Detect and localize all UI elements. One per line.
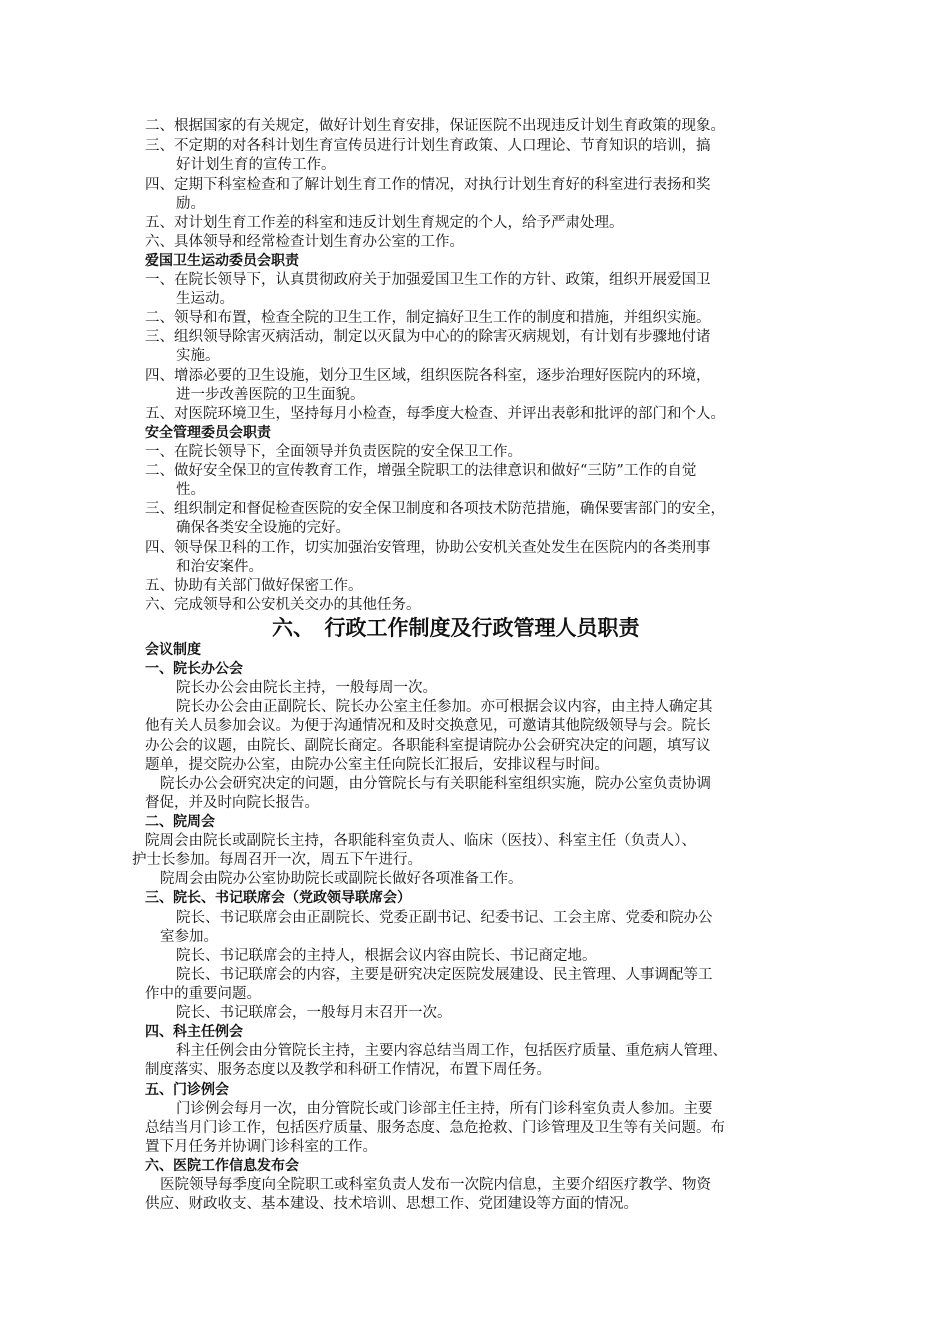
- section-heading: 爱国卫生运动委员会职责: [145, 253, 299, 269]
- text-line: 生运动。: [176, 291, 234, 307]
- text-line: 三、不定期的对各科计划生育宣传员进行计划生育政策、人口理论、节育知识的培训，搞: [145, 138, 711, 154]
- text-line: 院长、书记联席会由正副院长、党委正副书记、纪委书记、工会主席、党委和院办公: [176, 910, 713, 926]
- text-line: 他有关人员参加会议。为便于沟通情况和及时交换意见，可邀请其他院级领导与会。院长: [145, 718, 711, 734]
- text-line: 院长、书记联席会，一般每月末召开一次。: [176, 1005, 452, 1021]
- section-heading: 会议制度: [145, 642, 201, 658]
- subsection-heading: 五、门诊例会: [145, 1082, 229, 1098]
- text-line: 确保各类安全设施的完好。: [176, 520, 350, 536]
- text-line: 三、组织领导除害灭病活动，制定以灭鼠为中心的的除害灭病规划，有计划有步骤地付诸: [145, 329, 711, 345]
- text-line: 医院领导每季度向全院职工或科室负责人发布一次院内信息，主要介绍医疗教学、物资: [160, 1177, 711, 1193]
- text-line: 门诊例会每月一次，由分管院长或门诊部主任主持，所有门诊科室负责人参加。主要: [176, 1101, 713, 1117]
- text-line: 二、领导和布置，检查全院的卫生工作，制定搞好卫生工作的制度和措施，并组织实施。: [145, 310, 711, 326]
- subsection-heading: 一、院长办公会: [145, 661, 243, 677]
- text-line: 院周会由院办公室协助院长或副院长做好各项准备工作。: [160, 871, 523, 887]
- text-line: 供应、财政收支、基本建设、技术培训、思想工作、党团建设等方面的情况。: [145, 1196, 638, 1212]
- subsection-heading: 六、医院工作信息发布会: [145, 1158, 299, 1174]
- text-line: 院长办公会由院长主持，一般每周一次。: [176, 680, 437, 696]
- text-line: 制度落实、服务态度以及教学和科研工作情况，布置下周任务。: [145, 1062, 551, 1078]
- text-line: 院长、书记联席会的内容，主要是研究决定医院发展建设、民主管理、人事调配等工: [176, 967, 713, 983]
- subsection-heading: 四、科主任例会: [145, 1024, 243, 1040]
- text-line: 总结当月门诊工作，包括医疗质量、服务态度、急危抢救、门诊管理及卫生等有关问题。布: [145, 1120, 725, 1136]
- text-line: 办公会的议题，由院长、副院长商定。各职能科室提请院办公会研究决定的问题，填写议: [145, 738, 711, 754]
- section-heading: 安全管理委员会职责: [145, 425, 271, 441]
- subsection-heading: 二、院周会: [145, 814, 215, 830]
- text-line: 科主任例会由分管院长主持，主要内容总结当周工作，包括医疗质量、重危病人管理、: [176, 1043, 727, 1059]
- text-line: 院周会由院长或副院长主持，各职能科室负责人、临床（医技）、科室主任（负责人）、: [145, 833, 696, 849]
- text-line: 励。: [176, 196, 205, 212]
- text-line: 二、根据国家的有关规定，做好计划生育安排，保证医院不出现违反计划生育政策的现象。: [145, 118, 725, 134]
- text-line: 作中的重要问题。: [145, 986, 261, 1002]
- text-line: 五、对医院环境卫生，坚持每月小检查，每季度大检查、并评出表彰和批评的部门和个人。: [145, 406, 725, 422]
- text-line: 三、组织制定和督促检查医院的安全保卫制度和各项技术防范措施，确保要害部门的安全，: [145, 501, 725, 517]
- text-line: 和治安案件。: [176, 559, 263, 575]
- text-line: 实施。: [176, 348, 220, 364]
- text-line: 护士长参加。每周召开一次，周五下午进行。: [132, 852, 422, 868]
- text-line: 一、在院长领导下，认真贯彻政府关于加强爱国卫生工作的方针、政策，组织开展爱国卫: [145, 272, 711, 288]
- text-line: 院长办公会研究决定的问题，由分管院长与有关职能科室组织实施，院办公室负责协调: [160, 776, 711, 792]
- text-line: 五、对计划生育工作差的科室和违反计划生育规定的个人，给予严肃处理。: [145, 215, 624, 231]
- chapter-title: 六、 行政工作制度及行政管理人员职责: [272, 616, 640, 640]
- text-line: 性。: [176, 482, 205, 498]
- text-line: 四、领导保卫科的工作，切实加强治安管理，协助公安机关查处发生在医院内的各类刑事: [145, 540, 711, 556]
- text-line: 院长办公会由正副院长、院长办公室主任参加。亦可根据会议内容，由主持人确定其: [176, 699, 713, 715]
- text-line: 五、协助有关部门做好保密工作。: [145, 578, 363, 594]
- text-line: 四、定期下科室检查和了解计划生育工作的情况，对执行计划生育好的科室进行表扬和奖: [145, 177, 711, 193]
- subsection-heading: 三、院长、书记联席会（党政领导联席会）: [145, 890, 411, 906]
- text-line: 六、具体领导和经常检查计划生育办公室的工作。: [145, 234, 464, 250]
- text-line: 四、增添必要的卫生设施，划分卫生区域，组织医院各科室，逐步治理好医院内的环境，: [145, 368, 711, 384]
- text-line: 二、做好安全保卫的宣传教育工作，增强全院职工的法律意识和做好“三防”工作的自觉: [145, 463, 697, 479]
- text-line: 好计划生育的宣传工作。: [176, 157, 336, 173]
- text-line: 院长、书记联席会的主持人，根据会议内容由院长、书记商定地。: [176, 948, 597, 964]
- text-line: 题单，提交院办公室，由院办公室主任向院长汇报后，安排议程与时间。: [145, 757, 609, 773]
- text-line: 进一步改善医院的卫生面貌。: [176, 387, 365, 403]
- text-line: 一、在院长领导下，全面领导并负责医院的安全保卫工作。: [145, 444, 522, 460]
- text-line: 室参加。: [160, 929, 218, 945]
- text-line: 置下月任务并协调门诊科室的工作。: [145, 1139, 377, 1155]
- text-line: 督促，并及时向院长报告。: [145, 795, 319, 811]
- text-line: 六、完成领导和公安机关交办的其他任务。: [145, 597, 421, 613]
